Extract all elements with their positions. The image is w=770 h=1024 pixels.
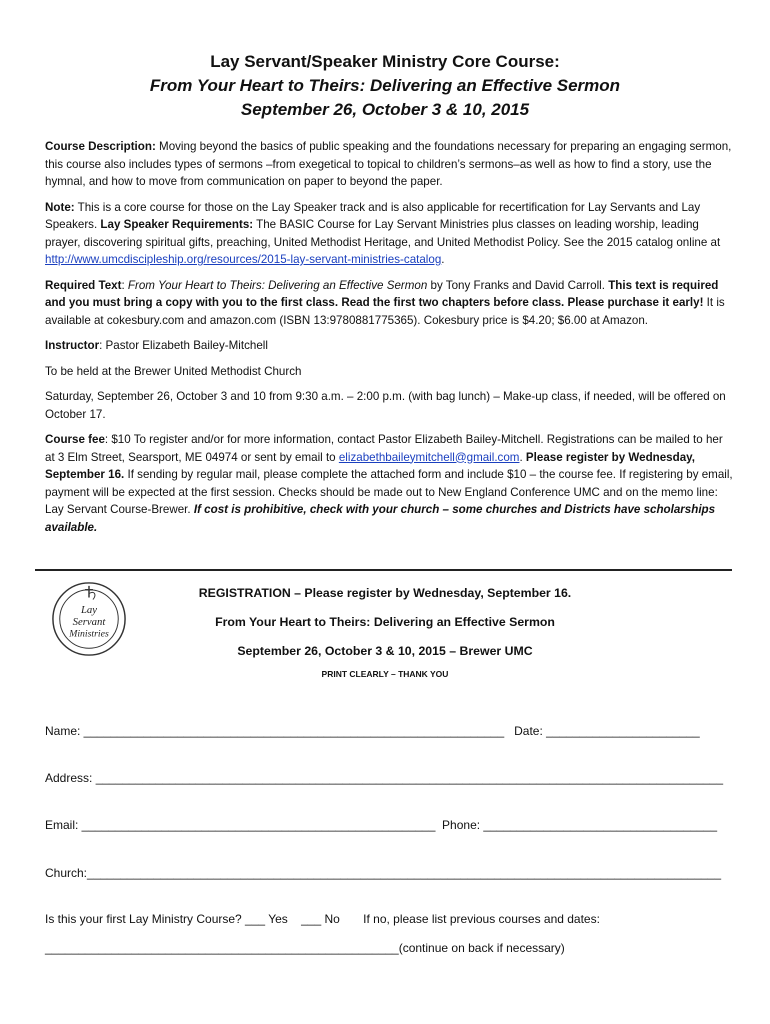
course-description: Course Description: Moving beyond the basics of public speaking and the foundations necessary for preparing an engaging sermon, this course also includes types of sermons –from exegetical to topical to children’s sermons–as well as how to find a story, use the hymnal, and how to move from communication on paper to beyond the paper. [45, 140, 732, 188]
logo-word-servant: Servant [72, 615, 106, 628]
logo-word-ministries: Ministries [69, 628, 109, 640]
instructor: Instructor: Pastor Elizabeth Bailey-Mitchell [45, 339, 268, 352]
registration-heading: REGISTRATION – Please register by Wednesday, September 16. [198, 586, 572, 600]
address-field[interactable]: Address: ______________________________________________________________________________________________ [45, 771, 724, 785]
section-divider [35, 569, 732, 571]
name-date-field[interactable]: Name: _______________________________________________________________ Date: _______________________ [45, 724, 700, 738]
print-clearly-note: PRINT CLEARLY – THANK YOU [321, 669, 449, 679]
course-title: Lay Servant/Speaker Ministry Core Course: [210, 52, 560, 71]
church-field[interactable]: Church:_______________________________________________________________________________________________ [45, 866, 722, 880]
title-block [0, 50, 770, 122]
course-subtitle: From Your Heart to Theirs: Delivering an Effective Sermon [149, 76, 621, 95]
registration-dates: September 26, October 3 & 10, 2015 – Brewer UMC [237, 644, 533, 658]
logo-word-lay: Lay [80, 604, 98, 617]
registration-course: From Your Heart to Theirs: Delivering an Effective Sermon [215, 615, 555, 629]
schedule: Saturday, September 26, October 3 and 10 from 9:30 a.m. – 2:00 p.m. (with bag lunch) – Make-up class, if needed, will be offered on October 17. [45, 390, 726, 421]
previous-courses-field[interactable]: _____________________________________________________(continue on back if necessary) [45, 941, 565, 955]
email-link[interactable]: elizabethbaileymitchell@gmail.com [338, 450, 520, 464]
course-fee: Course fee: $10 To register and/or for more information, contact Pastor Elizabeth Bailey-Mitchell. Registrations can be mailed to her at 3 Elm Street, Searsport, ME 04974 or sent by email to elizabethbaileymitchell@gmail.com. Please register by Wednesday, September 16. If sending by regular mail, please complete the attached form and include $10 – the course fee. If registering by email, payment will be expected at the first session. Checks should be made out to New England Conference UMC and on the memo line: Lay Servant Course-Brewer. If cost is prohibitive, check with your church – some churches and Districts have scholarships available. [45, 433, 733, 534]
email-phone-field[interactable]: Email: _____________________________________________________ Phone: ___________________________________ [45, 818, 718, 832]
course-dates: September 26, October 3 & 10, 2015 [240, 100, 530, 119]
location: To be held at the Brewer United Methodist Church [45, 364, 302, 378]
course-note: Note: This is a core course for those on the Lay Speaker track and is also applicable for recertification for Lay Servants and Lay Speakers. Lay Speaker Requirements: The BASIC Course for Lay Servant Ministries plus classes on leading worship, leading prayer, discovering spiritual gifts, preaching, United Methodist Heritage, and United Methodist Policy. See the 2015 catalog online at http://www.umcdiscipleship.org/resources/2015-lay-servant-ministries-catalog. [45, 200, 721, 266]
course-info [45, 138, 735, 544]
required-text: Required Text: From Your Heart to Theirs: Delivering an Effective Sermon by Tony Franks and David Carroll. This text is required and you must bring a copy with you to the first class. Read the first two chapters before class. Please purchase it early! It is available at cokesbury.com and amazon.com (ISBN 13:9780881775365). Cokesbury price is $4.20; $6.00 at Amazon. [45, 278, 725, 327]
first-course-question[interactable]: Is this your first Lay Ministry Course? ___ Yes ___ No If no, please list previous courses and dates: [45, 912, 600, 926]
catalog-link[interactable]: http://www.umcdiscipleship.org/resources/2015-lay-servant-ministries-catalog [45, 253, 442, 266]
